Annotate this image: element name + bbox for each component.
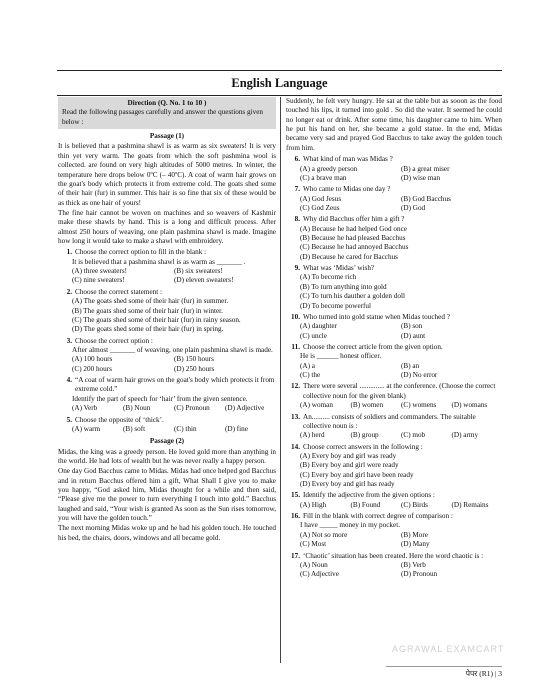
option: (A) 100 hours [72, 355, 113, 364]
question-number: 7. [294, 185, 300, 194]
option: (B) a great miser [401, 164, 450, 173]
option: (C) Because he had annoyed Bacchus [300, 243, 409, 252]
question-text: Who turned into gold statue when Midas touched ? [303, 312, 450, 321]
option: (B) The goats shed some of their hair (fur) in winter. [72, 306, 223, 315]
question-3 [58, 337, 276, 346]
column-divider [280, 97, 281, 663]
question-number: 13. [291, 412, 300, 421]
option: (D) Remains [451, 500, 489, 509]
question-text: Fill in the blank with correct degree of comparison : [303, 512, 453, 521]
question-10 [286, 313, 502, 322]
options [58, 425, 276, 434]
question-15 [286, 491, 502, 500]
option: (A) The goats shed some of their hair (fur) in summer. [72, 297, 229, 306]
options [286, 322, 502, 341]
option: (A) Because he had helped God once [300, 224, 407, 233]
question-text: What was ‘Midas’ wish? [303, 264, 375, 273]
question-text: Choose the correct option to fill in the blank : [75, 248, 207, 257]
section-title: English Language [57, 70, 502, 96]
direction-title: Direction (Q. No. 1 to 10 ) [127, 99, 207, 107]
question-number: 10. [291, 312, 300, 321]
option: (A) a [300, 361, 315, 370]
options [286, 431, 502, 440]
option: (A) daughter [300, 322, 337, 331]
question-text: Choose the correct option : [75, 336, 153, 345]
question-17 [286, 552, 502, 561]
option: (B) six sweaters! [174, 267, 223, 276]
option: (C) mob [401, 431, 426, 440]
options [286, 195, 502, 214]
option: (D) army [451, 431, 479, 440]
option: (C) Birds [401, 500, 428, 509]
option: (D) Because he cared for Bacchus [300, 252, 398, 261]
option: (C) a brave man [300, 173, 347, 182]
option: (A) To become rich [300, 273, 357, 282]
option: (A) Verb [72, 404, 98, 413]
question-number: 6. [294, 155, 300, 164]
option: (A) God Jesus [300, 194, 342, 203]
option: (A) woman [300, 401, 333, 410]
options [286, 531, 502, 550]
question-number: 5. [66, 415, 72, 424]
option: (C) God Zeus [300, 203, 340, 212]
question-number: 4. [66, 376, 72, 385]
question-12 [286, 382, 502, 401]
option: (B) women [350, 401, 384, 410]
option: (D) To become powerful [300, 301, 372, 310]
direction-box [58, 97, 276, 129]
option: (D) womans [451, 401, 488, 410]
question-number: 2. [66, 287, 72, 296]
question-number: 16. [291, 512, 300, 521]
option: (A) High [300, 500, 327, 509]
question-text: Identify the adjective from the given options : [303, 491, 435, 500]
question-text: Who came to Midas one day ? [303, 185, 391, 194]
question-11 [286, 343, 502, 352]
options [58, 355, 276, 374]
question-number: 12. [291, 382, 300, 391]
options [286, 165, 502, 184]
option: (C) 200 hours [72, 364, 112, 373]
question-stem: It is believed that a pashmina shawl is as warm as _______ . [72, 257, 246, 266]
question-text: What kind of man was Midas ? [303, 155, 393, 164]
option: (D) Every boy and girl has ready [300, 480, 395, 489]
option: (C) Adjective [300, 570, 339, 579]
options [286, 225, 502, 262]
question-7 [286, 185, 502, 194]
question-stem: He is ______ honest officer. [300, 352, 382, 361]
options [58, 297, 276, 334]
direction-text: Read the following passages carefully and answer the questions given below : [62, 108, 263, 126]
option: (B) Verb [401, 560, 426, 569]
question-4 [58, 376, 276, 395]
question-5 [58, 416, 276, 425]
option: (C) To turn his dauther a golden doll [300, 292, 405, 301]
option: (A) three sweaters! [72, 267, 128, 276]
question-text: Why did Bacchus offer him a gift ? [303, 215, 405, 224]
option: (C) Every boy and girl have been ready [300, 470, 414, 479]
option: (D) Adjective [225, 404, 265, 413]
options [286, 401, 502, 410]
watermark: AGRAWAL EXAMCART [392, 644, 505, 654]
option: (D) wise man [401, 173, 441, 182]
passage-2-title: Passage (2) [149, 437, 185, 446]
option: (A) warm [72, 424, 101, 433]
question-text: An.......... consists of soldiers and commanders. The suitable collective noun is : [303, 412, 476, 430]
option: (D) eleven sweaters! [174, 276, 234, 285]
question-number: 11. [291, 342, 300, 351]
option: (B) an [401, 361, 420, 370]
question-2 [58, 288, 276, 297]
option: (D) The goats shed some of their hair (fur) in spring. [72, 325, 224, 334]
option: (C) nine sweaters! [72, 276, 125, 285]
options [286, 362, 502, 381]
option: (B) 150 hours [174, 355, 214, 364]
option: (D) fine [225, 424, 248, 433]
question-6 [286, 155, 502, 164]
option: (C) Pronoun [174, 404, 210, 413]
passage-1-para-2: The fine hair cannot be woven on machines and so weavers of Kashmir make these shawls by hand. This is a long and difficult process. After almost 250 hours of weaving, one plain pashmina shawl is made. Imagine how long it would take to make a shawl with embroidery. [58, 208, 276, 246]
option: (B) To turn anything into gold [300, 282, 387, 291]
options [286, 561, 502, 580]
option: (B) More [401, 530, 428, 539]
question-number: 9. [294, 264, 300, 273]
right-column [286, 97, 502, 580]
question-text: Choose the correct statement : [75, 287, 163, 296]
option: (A) herd [300, 431, 325, 440]
question-stem: Identify the part of speech for ‘hair’ from the given sentence. [72, 394, 248, 403]
option: (B) Because he had pleased Bacchus [300, 234, 406, 243]
option: (D) 250 hours [174, 364, 215, 373]
question-16 [286, 512, 502, 521]
question-number: 1. [66, 248, 72, 257]
option: (A) a greedy person [300, 164, 358, 173]
option: (D) No error [401, 371, 438, 380]
option: (D) God [401, 203, 426, 212]
option: (B) Found [350, 500, 381, 509]
question-8 [286, 215, 502, 224]
option: (C) uncle [300, 331, 327, 340]
question-text: “A coat of warm hair grows on the goat's body which protects it from extreme cold.” [75, 376, 275, 394]
question-1 [58, 248, 276, 257]
option: (B) Every boy and girl were ready [300, 461, 399, 470]
question-number: 17. [291, 551, 300, 560]
question-text: ‘Chaotic’ situation has been created. Here the word chaotic is : [303, 551, 484, 560]
question-13 [286, 413, 502, 432]
option: (B) group [350, 431, 379, 440]
option: (B) son [401, 322, 423, 331]
question-text: There were several .............. at the conference. (Choose the correct collective noun for the given blank) [303, 382, 496, 400]
option: (C) womens [401, 401, 437, 410]
passage-2-para-3: The next morning Midas woke up and he had his golden touch. He touched his bed, the chairs, doors, windows and all became gold. [58, 524, 276, 542]
options [286, 273, 502, 310]
question-number: 14. [291, 442, 300, 451]
option: (C) Most [300, 540, 327, 549]
question-text: Choose correct answers in the following : [303, 442, 423, 451]
passage-2-para-1: Midas, the king was a greedy person. He loved gold more than anything in the world. He had lots of wealth but he was never really a happy person. [58, 447, 276, 465]
option: (C) the [300, 371, 321, 380]
options [286, 501, 502, 510]
options [58, 267, 276, 286]
left-column [58, 97, 276, 544]
passage-1-para-1: It is believed that a pashmina shawl is as warm as six sweaters! It is very thin yet very warm. The goats from which the soft pashmina wool is collected. are found on very high altitudes of 5000 metres. In winter, the temperature here drops below 0ºC (– 40ºC). A coat of warm hair grows on the goat's body which protects it from extreme cold. The goats shed some of their hair (fur) in summer. This hair is so fine that six of these would be as thick as one hair of yours! [58, 142, 276, 207]
option: (C) thin [174, 424, 197, 433]
passage-1-title: Passage (1) [149, 132, 185, 141]
option: (D) aunt [401, 331, 426, 340]
question-number: 8. [294, 215, 300, 224]
options [286, 452, 502, 489]
options [58, 404, 276, 413]
question-stem: After almost _______ of weaving, one plain pashmina shawl is made. [72, 345, 273, 354]
question-14 [286, 443, 502, 452]
question-stem: I have _____ money in my pocket. [300, 521, 401, 530]
question-text: Choose the correct article from the given option. [303, 342, 443, 351]
option: (D) Many [401, 540, 430, 549]
question-text: Choose the opposite of ‘thick’. [75, 415, 164, 424]
option: (B) Noun [123, 404, 151, 413]
passage-2-para-2: One day God Bacchus came to Midas. Midas had once helped god Bacchus and in return Bacchus offered him a gift, What Shall I give you to make you happy, “God asked him, Midas thought for a while and then said, “Please give me the power to turn everything I touch into gold.” Bacchus laughed and said, “Your wish is granted As soon as the Sun rises tomorrow, you will have the golden touch.” [58, 467, 276, 523]
option: (D) Pronoun [401, 570, 438, 579]
option: (C) The goats shed some of their hair (fur) in rainy season. [72, 315, 241, 324]
passage-2-para-4: Suddenly, he felt very hungry. He sat at the table but as sooon as the food touched his lips, it turned into gold . So did the water. It seemed he could no longer eat or drink. After some time, his daughter came to him. When he put his hand on her, she became a gold statue. In the end, Midas became very sad and prayed God Bacchus to take away the golden touch from him. [286, 97, 502, 152]
page-footer: पेपर (R1) | 3 [386, 666, 502, 683]
option: (A) Noun [300, 560, 328, 569]
option: (B) God Bacchus [401, 194, 451, 203]
option: (B) soft [123, 424, 146, 433]
question-number: 3. [66, 336, 72, 345]
option: (A) Not so more [300, 530, 348, 539]
option: (A) Every boy and girl was ready [300, 451, 397, 460]
question-9 [286, 264, 502, 273]
question-number: 15. [291, 491, 300, 500]
